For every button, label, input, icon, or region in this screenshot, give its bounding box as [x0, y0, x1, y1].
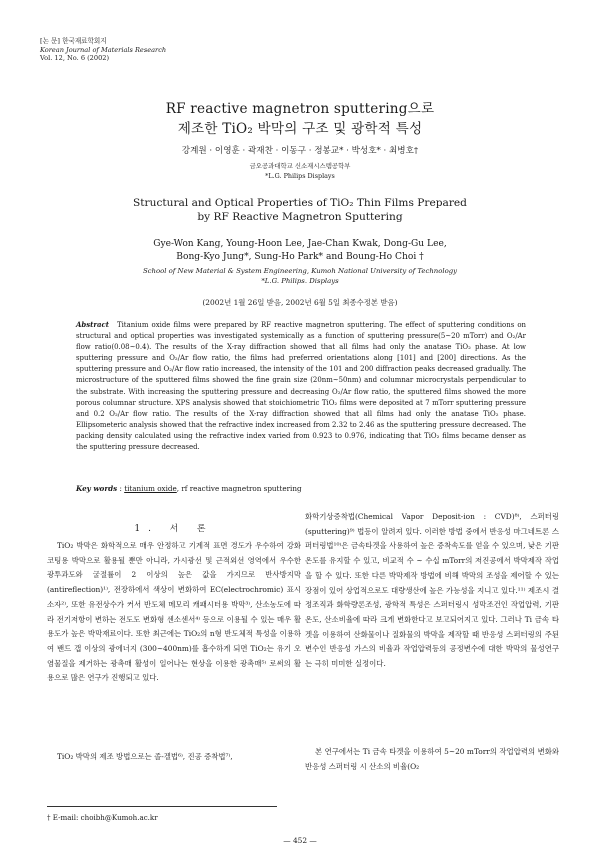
english-affiliation — [0, 266, 600, 286]
keywords-rest: , rf reactive magnetron sputtering — [176, 484, 302, 493]
footnote-divider — [47, 806, 277, 807]
body-right-paragraph-2: 본 연구에서는 Ti 금속 타겟을 이용하여 5~20 mTorr의 작업압력의 변화와 반응성 스퍼터링 시 산소의 비율(O₂ — [305, 747, 559, 771]
keywords: Key words : titanium oxide, rf reactive magnetron sputtering — [76, 484, 302, 493]
keywords-label: Key words — [76, 484, 118, 493]
journal-header — [40, 37, 166, 63]
english-affiliation-line1: School of New Material & System Engineering, Kumoh National University of Technology — [142, 267, 458, 275]
footnote-email: † E-mail: choibh@Kumoh.ac.kr — [47, 813, 158, 822]
received-dates: (2002년 1월 26일 받음, 2002년 6월 5일 최종수정본 받음) — [202, 298, 398, 307]
english-authors-line1: Gye-Won Kang, Young-Hoon Lee, Jae-Chan Kwak, Dong-Gu Lee, — [153, 239, 447, 249]
korean-title-line1: RF reactive magnetron sputtering으로 — [165, 101, 435, 117]
english-authors-line2: Bong-Kyo Jung*, Sung-Ho Park* and Boung-Ho Choi † — [176, 252, 424, 262]
english-title-line1: Structural and Optical Properties of TiO₂ Thin Films Prepared — [133, 197, 467, 209]
journal-name-korean: [논 문] 한국재료학회지 — [40, 37, 107, 45]
abstract-text: Titanium oxide films were prepared by RF reactive magnetron sputtering. The effect of sputtering conditions on structural and optical properties was investigated systemically as a function of sputtering pressure(5~20 mTorr) and O₂/Ar flow ratio(0.08~0.4). The results of the X-ray diffraction showed that all films had only the anatase TiO₂ phase. At low sputtering pressure and O₂/Ar flow ratio, the films had preferred orientations along [101] and [200] directions. As the sputtering pressure and O₂/Ar flow ratio increased, the intensity of the 101 and 200 diffraction peaks decreased gradually. The microstructure of the sputtered films showed the fine grain size (20nm~50nm) and columnar microcrystals perpendicular to the substrate. With increasing the sputtering pressure and decreasing O₂/Ar flow ratio, the sputtered films showed the more porous columnar structure. XPS analysis showed that stoichiometric TiO₂ films were deposited at 7 mTorr sputtering pressure and 0.2 O₂/Ar flow ratio. The results of the X-ray diffraction showed that all films had only the anatase TiO₂ phase. Ellipsometeric analysis showed that the refractive index increased from 2.32 to 2.46 as the sputtering pressure decreased. The packing density calculated using the refractive index varied from 0.923 to 0.976, indicating that TiO₂ films became denser as the sputtering pressure decreased. — [76, 321, 526, 452]
journal-volume: Vol. 12, No. 6 (2002) — [40, 54, 110, 63]
keyword-titanium-oxide: titanium oxide — [124, 484, 177, 493]
korean-title — [0, 99, 600, 139]
english-authors — [0, 238, 600, 264]
body-left-paragraph-2: TiO₂ 박막의 제조 방법으로는 졸-겔법⁶⁾, 진공 증착법⁷⁾, — [57, 752, 233, 761]
english-title-line2: by RF Reactive Magnetron Sputtering — [197, 211, 403, 223]
body-left-paragraph-1: TiO₂ 박막은 화학적으로 매우 안정하고 기계적 표면 경도가 우수하여 강화 코팅용 박막으로 활용될 뿐만 아니라, 가시광선 및 근적외선 영역에서 우수한 광투과도와 굴절률이 2 이상의 높은 값을 가지므로 반사방지막 (antireflection)¹⁾, 전장하에서 색상이 변화하여 EC(electrochromic) 표시소자²⁾, 또한 유전상수가 커서 반도체 메모리 캐패시터용 박막³⁾, 산소농도에 따라 전기저항이 변하는 전도도 변화형 센소센서⁴⁾ 등으로 이용될 수 있는 매우 활용도가 높은 박막재료이다. 또한 최근에는 TiO₂의 n형 반도체적 특성을 이용하여 밴드 갭 이상의 광에너지 (300~400nm)를 흡수하게 되면 TiO₂는 유기 오염물질을 제거하는 광촉매 활성이 일어나는 현상을 이용한 광촉매⁵⁾ 로써의 활용으로 많은 연구가 진행되고 있다. — [47, 541, 301, 683]
english-title — [0, 196, 600, 224]
english-affiliation-line2: *L.G. Philips. Displays — [261, 277, 339, 285]
korean-affiliation — [0, 161, 600, 181]
journal-name-english: Korean Journal of Materials Research — [40, 45, 167, 54]
korean-affiliation-line2: *L.G. Philips Displays — [265, 172, 335, 180]
korean-title-line2: 제조한 TiO₂ 박막의 구조 및 광학적 특성 — [177, 121, 423, 137]
abstract — [76, 319, 526, 453]
body-right-paragraph-1: 화학기상증착법(Chemical Vapor Deposit-ion : CVD)⁸⁾, 스퍼터링(sputtering)⁹⁾ 법등이 알려져 있다. 이러한 방법 중에서 반응성 마그네트론 스퍼터링법¹⁰⁾은 금속타겟을 사용하여 높은 증착속도를 얻을 수 있으며, 낮은 기판온도를 유지할 수 있고, 비교적 수 ~ 수십 mTorr의 저진공에서 박막제작 작업을 할 수 있다. 또한 다른 박막제작 방법에 비해 박막의 조성을 제어할 수 있는 장점이 있어 상업적으로도 대량생산에 높은 가능성을 지니고 있다.¹¹⁾ 제조시 결정조직과 화학량론조성, 광학적 특성은 스퍼터링시 성막조건인 작업압력, 기판온도, 산소비율에 따라 크게 변화한다고 보고되어지고 있다. 그러나 Ti 금속 타겟을 이용하여 산화물이나 질화물의 박막을 제작할 때 반응성 스퍼터링의 주된 변수인 반응성 가스의 비율과 작업압력등의 공정변수에 대한 박막의 물성연구는 극히 미미한 실정이다. — [305, 512, 559, 669]
korean-authors: 강계원 · 이영훈 · 곽재찬 · 이동구 · 정봉교* · 박성호* · 최병호† — [181, 146, 419, 156]
korean-affiliation-line1: 금오공과대학교 신소재시스템공학부 — [249, 162, 351, 170]
section-heading-introduction: 1. 서 론 — [134, 524, 214, 534]
page-number: — 452 — — [283, 836, 317, 845]
abstract-label: Abstract — [76, 320, 109, 329]
